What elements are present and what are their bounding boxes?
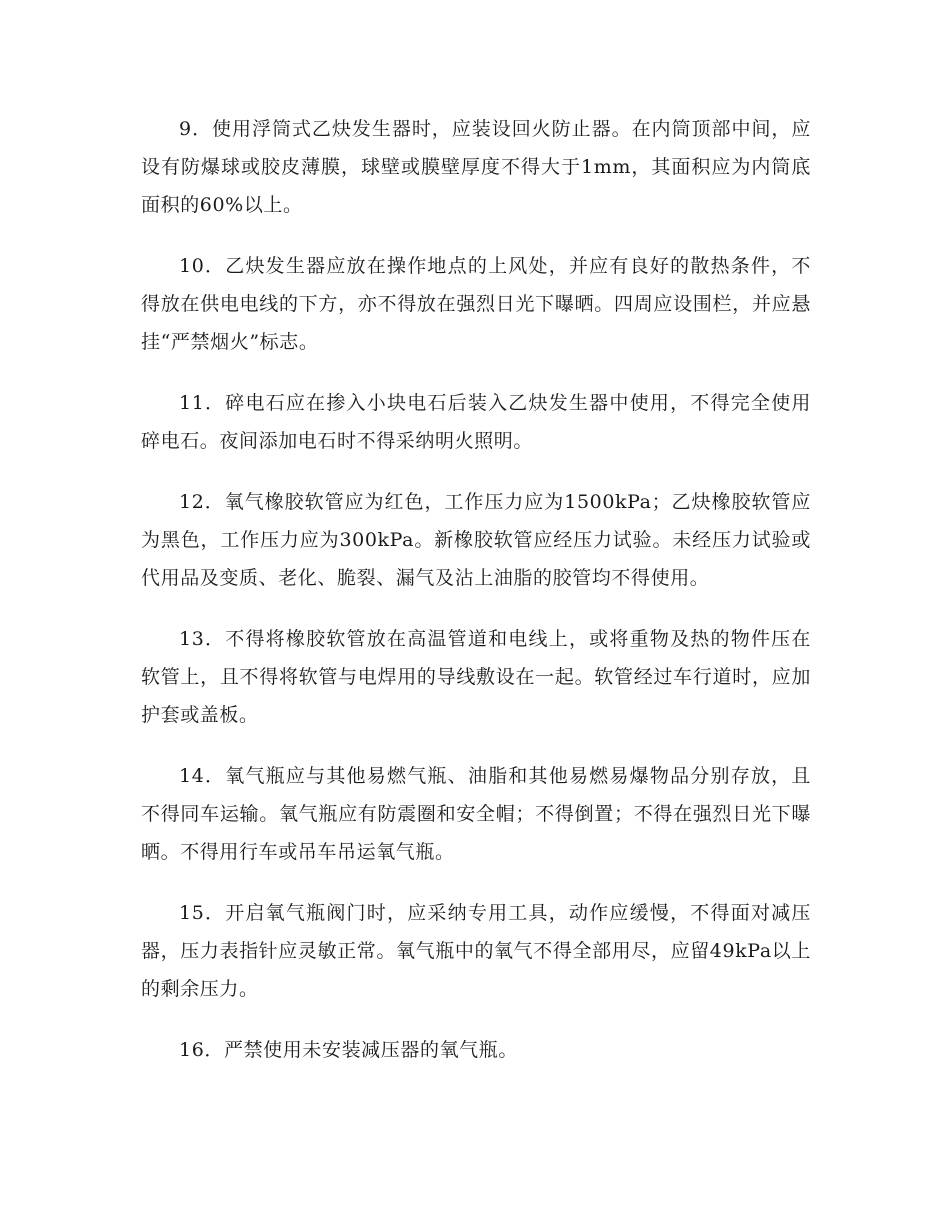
- paragraph-item-10: 10．乙炔发生器应放在操作地点的上风处，并应有良好的散热条件，不得放在供电电线的下方，亦不得放在强烈日光下曝晒。四周应设围栏，并应悬挂“严禁烟火”标志。: [141, 255, 811, 353]
- paragraph-item-12: 12．氧气橡胶软管应为红色，工作压力应为1500kPa；乙炔橡胶软管应为黑色，工作压力应为300kPa。新橡胶软管应经压力试验。未经压力试验或代用品及变质、老化、脆裂、漏气及沾上油脂的胶管均不得使用。: [141, 491, 811, 589]
- paragraph-item-16: 16．严禁使用未安装减压器的氧气瓶。: [179, 1039, 518, 1061]
- document-body: [141, 110, 811, 1092]
- paragraph-item-15: 15．开启氧气瓶阀门时，应采纳专用工具，动作应缓慢，不得面对减压器，压力表指针应灵敏正常。氧气瓶中的氧气不得全部用尽，应留49kPa以上的剩余压力。: [141, 902, 811, 1000]
- paragraph-item-13: 13．不得将橡胶软管放在高温管道和电线上，或将重物及热的物件压在软管上，且不得将软管与电焊用的导线敷设在一起。软管经过车行道时，应加护套或盖板。: [141, 628, 811, 726]
- paragraph-item-9: 9．使用浮筒式乙炔发生器时，应装设回火防止器。在内筒顶部中间，应设有防爆球或胶皮薄膜，球壁或膜壁厚度不得大于1mm，其面积应为内筒底面积的60%以上。: [141, 118, 811, 216]
- paragraph-item-11: 11．碎电石应在掺入小块电石后装入乙炔发生器中使用，不得完全使用碎电石。夜间添加电石时不得采纳明火照明。: [141, 392, 811, 452]
- paragraph-item-14: 14．氧气瓶应与其他易燃气瓶、油脂和其他易燃易爆物品分别存放，且不得同车运输。氧气瓶应有防震圈和安全帽；不得倒置；不得在强烈日光下曝晒。不得用行车或吊车吊运氧气瓶。: [141, 765, 811, 863]
